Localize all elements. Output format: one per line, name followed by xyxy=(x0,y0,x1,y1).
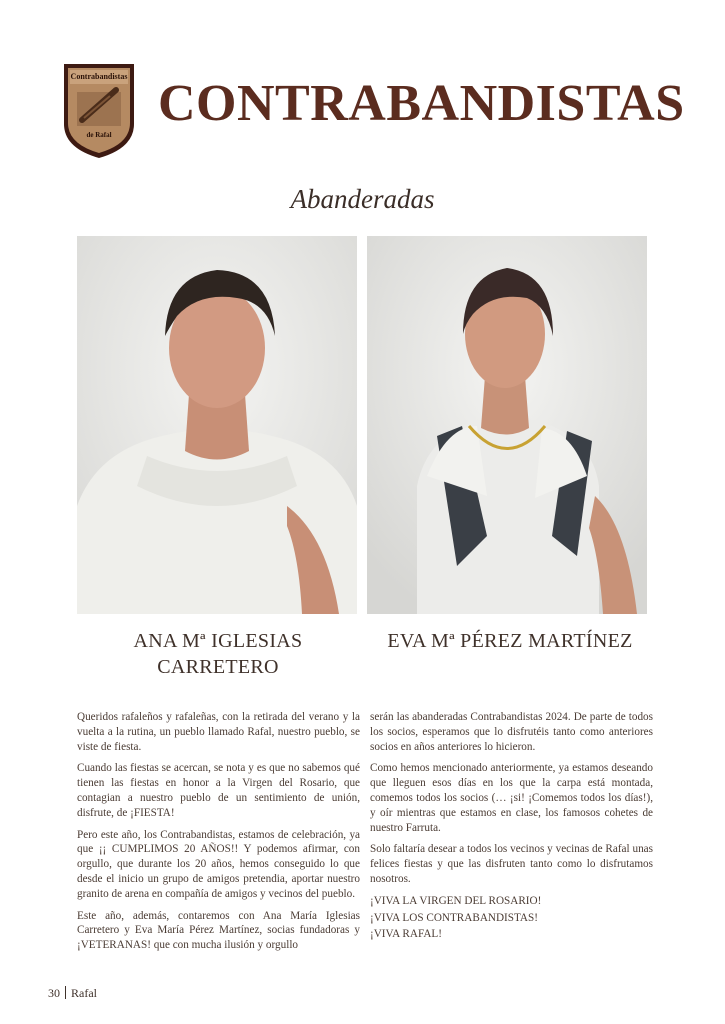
page-title: CONTRABANDISTAS xyxy=(158,75,685,132)
person-name-right xyxy=(360,628,660,654)
cheer-line: ¡VIVA LA VIRGEN DEL ROSARIO! xyxy=(370,894,542,907)
person-name-left xyxy=(90,628,346,680)
page-footer xyxy=(48,986,97,1001)
article-column-right xyxy=(370,710,653,944)
section-subtitle: Abanderadas xyxy=(290,184,435,214)
shield-icon xyxy=(62,62,136,160)
article-paragraph: Pero este año, los Contrabandistas, estamos de celebración, ya que ¡¡ CUMPLIMOS 20 AÑOS!! Y podemos afirmar, con orgullo, que durante los 20 años, hemos conseguido lo que desde el inicio un grupo de amigos pretendia, aportar nuestro granito de arena en compañía de amigos y vecinos del pueblo. xyxy=(77,828,360,900)
crest-text-bottom: de Rafal xyxy=(86,131,112,139)
article-paragraph: Cuando las fiestas se acercan, se nota y es que no sabemos qué tienen las fiestas en honor a la Virgen del Rosario, que contagian a nuestro pueblo de un sentimiento de unión, disfrute, de ¡FIESTA! xyxy=(77,762,360,819)
crest-text-top: Contrabandistas xyxy=(70,72,128,81)
article-paragraph: Solo faltaría desear a todos los vecinos y vecinas de Rafal unas felices fiestas y que las disfruten tanto como lo disfrutamos nosotros. xyxy=(370,843,653,885)
cheer-line: ¡VIVA RAFAL! xyxy=(370,928,442,941)
footer-divider xyxy=(65,986,66,999)
portrait-photo-left xyxy=(77,236,357,614)
article-paragraph: serán las abanderadas Contrabandistas 2024. De parte de todos los socios, esperamos que lo disfrutéis tanto como anteriores socios en años anteriores lo hicieron. xyxy=(370,711,653,753)
cheer-line: ¡VIVA LOS CONTRABANDISTAS! xyxy=(370,911,538,924)
article-paragraph: Queridos rafaleños y rafaleñas, con la retirada del verano y la vuelta a la rutina, un pueblo llamado Rafal, nuestro pueblo, se viste de fiesta. xyxy=(77,711,360,753)
crest-logo xyxy=(62,62,136,160)
article-paragraph: Como hemos mencionado anteriormente, ya estamos deseando que lleguen esos días en los que la carpa está montada, comemos todos los socios (… ¡si! ¡Comemos todos los días!), y oír mientras que estamos en clase, los famosos cohetes de nuestro Farruta. xyxy=(370,762,653,834)
person-name-left-line2: CARRETERO xyxy=(157,656,279,678)
publication-name: Rafal xyxy=(71,986,97,1000)
portrait-photo-right xyxy=(367,236,647,614)
person-name-right-line1: EVA Mª PÉREZ MARTÍNEZ xyxy=(387,630,633,652)
person-name-left-line1: ANA Mª IGLESIAS xyxy=(133,630,303,652)
article-column-left xyxy=(77,710,360,960)
page-number: 30 xyxy=(48,986,60,1000)
article-paragraph: Este año, además, contaremos con Ana María Iglesias Carretero y Eva María Pérez Martínez, socias fundadoras y ¡VETERANAS! que con mucha ilusión y orgullo xyxy=(77,909,360,952)
